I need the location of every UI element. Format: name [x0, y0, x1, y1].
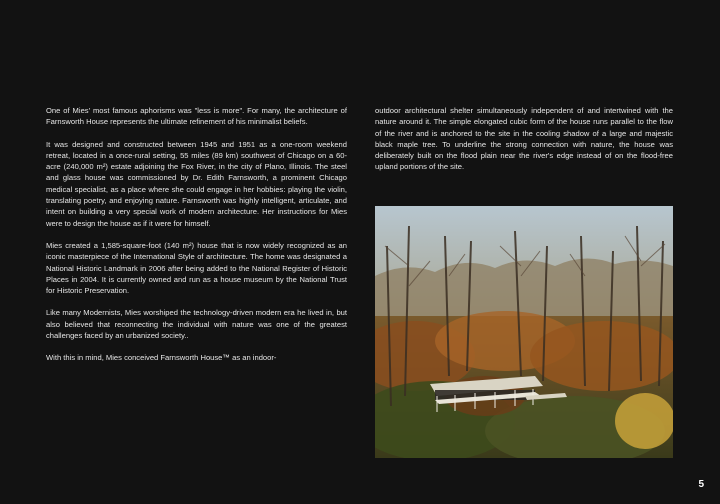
paragraph-indoor: With this in mind, Mies conceived Farnsworth House™ as an indoor- — [46, 353, 277, 363]
paragraph-aphorism: One of Mies' most famous aphorisms was "less is more". For many, the architecture of Farnsworth House represents the ultimate refinement of his minimalist beliefs. — [46, 106, 347, 127]
farnsworth-house-photo — [375, 206, 673, 458]
left-text-column — [46, 105, 347, 375]
page-number: 5 — [698, 479, 704, 490]
paragraph-landmark: Mies created a 1,585-square-foot (140 m²) house that is now widely recognized as an iconic masterpiece of the International Style of architecture. The home was designated a National Historic Landmark in 2006 after being added to the National Register of Historic Places in 2004. It is currently owned and run as a house museum by the National Trust for Historic Preservation. — [46, 240, 347, 296]
paragraph-design-history: It was designed and constructed between 1945 and 1951 as a one-room weekend retreat, located in a once-rural setting, 55 miles (89 km) southwest of Chicago on a 60-acre (240,000 m²) estate adjoining the Fox River, in the city of Plano, Illinois. The steel and glass house was commissioned by Dr. Edith Farnsworth, a prominent Chicago medical specialist, as a place where she could engage in her hobbies: playing the violin, translating poetry, and enjoying nature. Farnsworth was highly intelligent, articulate, and intent on building a very special work of modern architecture. Her instructions for Mies were to design the house as if it were for himself. — [46, 139, 347, 228]
paragraph-modernists: Like many Modernists, Mies worshiped the technology-driven modern era he lived in, but also believed that reconnecting the individual with nature was one of the greatest challenges faced by an urbanized society.. — [46, 308, 347, 341]
paragraph-outdoor-shelter: outdoor architectural shelter simultaneously independent of and intertwined with the nature around it. The simple elongated cubic form of the house runs parallel to the flow of the river and is anchored to the site in the cooling shadow of a large and majestic black maple tree. To underline the strong connection with nature, the house was deliberately built on the flood plain near the river's edge instead of on the flood-free upland portions of the site. — [375, 106, 673, 172]
right-text-column — [375, 105, 673, 184]
